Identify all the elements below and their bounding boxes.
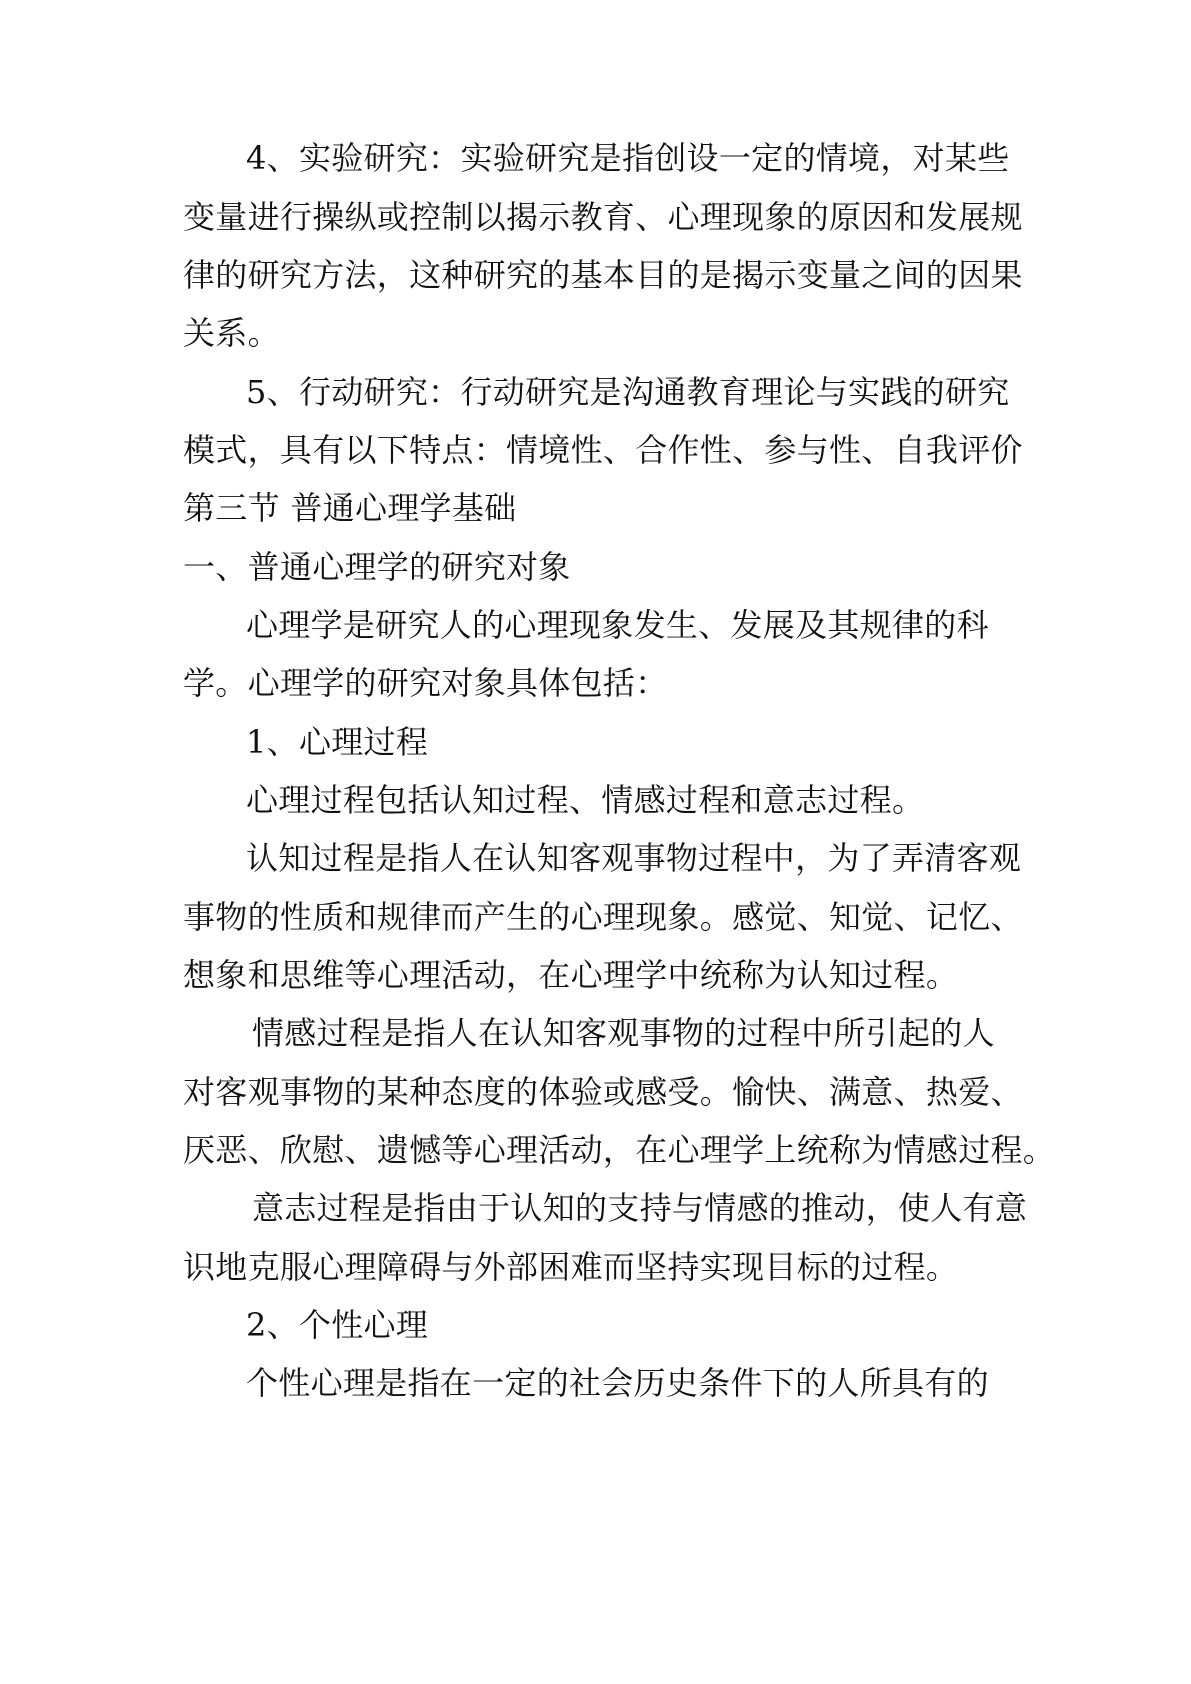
- paragraph-experimental-research-line-4: 关系。: [183, 314, 280, 352]
- paragraph-cognitive-process-line-1: 认知过程是指人在认知客观事物过程中，为了弄清客观: [246, 839, 1022, 877]
- paragraph-mental-process: 心理过程包括认知过程、情感过程和意志过程。: [246, 781, 925, 819]
- paragraph-psychology-definition-line-1: 心理学是研究人的心理现象发生、发展及其规律的科: [246, 606, 989, 644]
- paragraph-emotional-process-line-3: 厌恶、欣慰、遗憾等心理活动，在心理学上统称为情感过程。: [183, 1131, 1056, 1169]
- paragraph-personality-line-1: 个性心理是指在一定的社会历史条件下的人所具有的: [246, 1364, 989, 1402]
- paragraph-psychology-definition-line-2: 学。心理学的研究对象具体包括：: [183, 664, 668, 702]
- paragraph-cognitive-process-line-3: 想象和思维等心理活动，在心理学中统称为认知过程。: [183, 956, 959, 994]
- paragraph-cognitive-process-line-2: 事物的性质和规律而产生的心理现象。感觉、知觉、记忆、: [183, 898, 1023, 936]
- paragraph-emotional-process-line-1: 情感过程是指人在认知客观事物的过程中所引起的人: [252, 1014, 995, 1052]
- paragraph-experimental-research-line-2: 变量进行操纵或控制以揭示教育、心理现象的原因和发展规: [183, 198, 1023, 236]
- paragraph-action-research-line-2: 模式，具有以下特点：情境性、合作性、参与性、自我评价: [183, 431, 1023, 469]
- paragraph-experimental-research-line-3: 律的研究方法，这种研究的基本目的是揭示变量之间的因果: [183, 256, 1023, 294]
- paragraph-experimental-research-line-1: 4、实验研究：实验研究是指创设一定的情境，对某些: [246, 139, 1010, 177]
- section-heading: 第三节 普通心理学基础: [183, 489, 517, 527]
- item-heading-personality: 2、个性心理: [246, 1306, 429, 1344]
- paragraph-volition-process-line-2: 识地克服心理障碍与外部困难而坚持实现目标的过程。: [183, 1248, 959, 1286]
- subsection-heading: 一、普通心理学的研究对象: [183, 548, 571, 586]
- paragraph-action-research-line-1: 5、行动研究：行动研究是沟通教育理论与实践的研究: [246, 373, 1010, 411]
- paragraph-volition-process-line-1: 意志过程是指由于认知的支持与情感的推动，使人有意: [252, 1189, 1028, 1227]
- item-heading-mental-process: 1、心理过程: [246, 723, 429, 761]
- paragraph-emotional-process-line-2: 对客观事物的某种态度的体验或感受。愉快、满意、热爱、: [183, 1073, 1023, 1111]
